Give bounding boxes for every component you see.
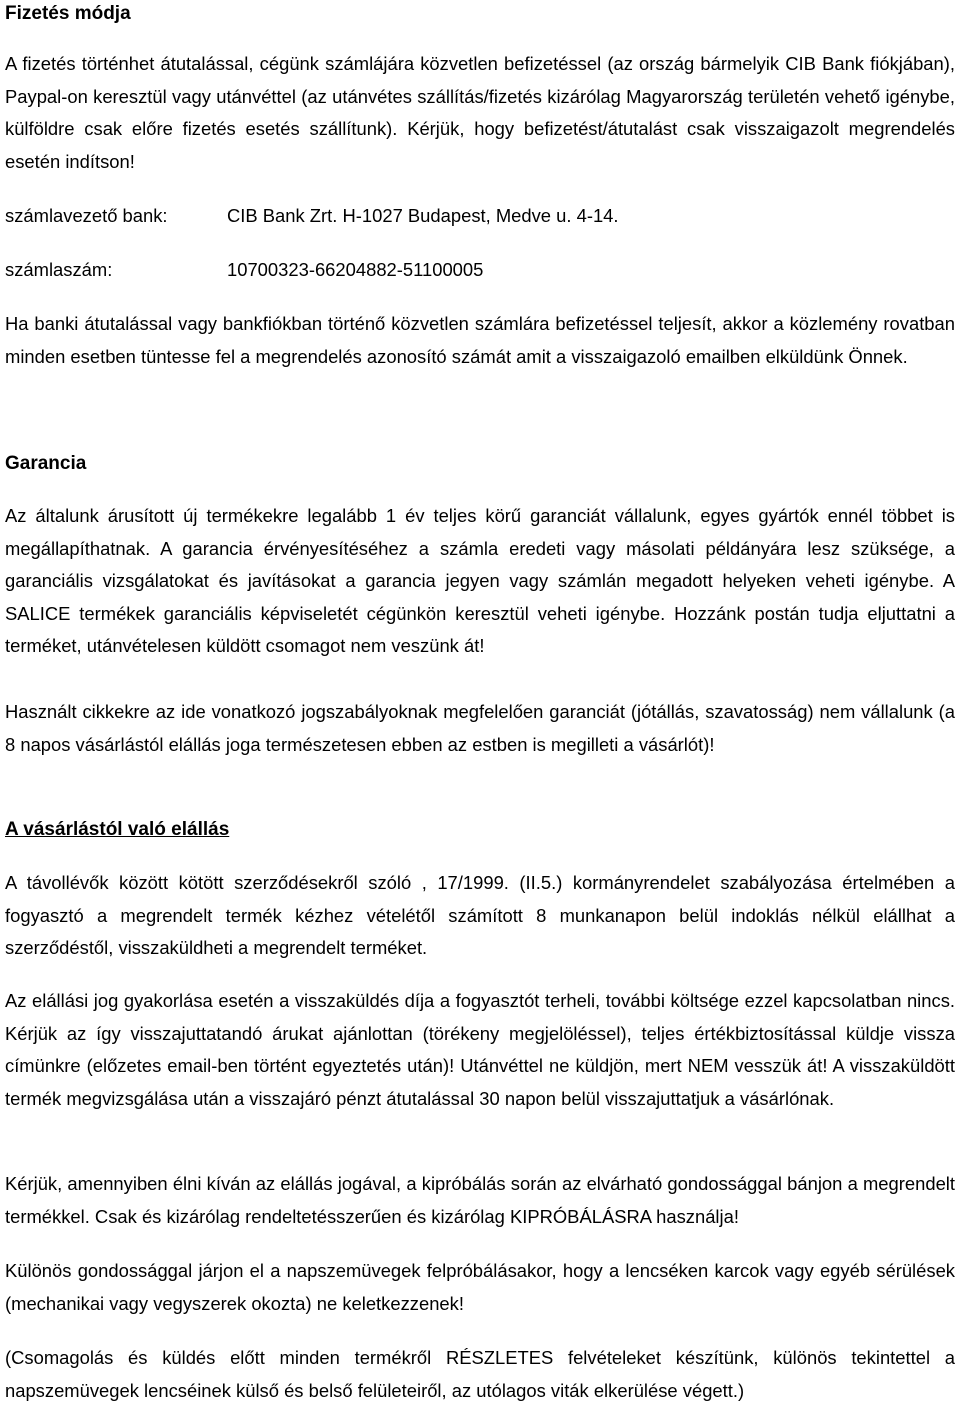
payment-heading: Fizetés módja bbox=[5, 3, 131, 24]
withdrawal-paragraph-2: Az elállási jog gyakorlása esetén a visszaküldés díja a fogyasztót terheli, további költsége ezzel kapcsolatban nincs. Kérjük az így visszajuttatandó árukat ajánlottan (törékeny megjelöléssel), teljes értékbiztosítással küldje vissza címünkre (előzetes email-ben történt egyeztetés után)! Utánvéttel ne küldjön, mert NEM vesszük át! A visszaküldött termék megvizsgálása után a visszajáró pénzt átutalással 30 napon belül visszajuttatjuk a vásárlónak. bbox=[5, 990, 955, 1109]
warranty-paragraph-2: Használt cikkekre az ide vonatkozó jogszabályoknak megfelelően garanciát (jótállás, szavatosság) nem vállalunk (a 8 napos vásárlástól elállás joga természetesen ebben az estben is megilleti a vásárlót)! bbox=[5, 701, 955, 755]
withdrawal-paragraph-4: Különös gondossággal járjon el a napszemüvegek felpróbálásakor, hogy a lencséken karcok vagy egyéb sérülések (mechanikai vagy vegyszerek okozta) ne keletkezzenek! bbox=[5, 1260, 955, 1314]
withdrawal-paragraph-5: (Csomagolás és küldés előtt minden termékről RÉSZLETES felvételeket készítünk, különös tekintettel a napszemüvegek lencséinek külső és belső felületeiről, az utólagos viták elkerülése végett.) bbox=[5, 1347, 955, 1401]
payment-intro-paragraph: A fizetés történhet átutalással, cégünk számlájára közvetlen befizetéssel (az ország bármelyik CIB Bank fiókjában), Paypal-on keresztül vagy utánvéttel (az utánvétes szállítás/fizetés kizárólag Magyarország területén vehető igénybe, külföldre csak előre fizetés esetés szállítunk). Kérjük, hogy befizetést/átutalást csak visszaigazolt megrendelés esetén indítson! bbox=[5, 53, 955, 172]
bank-value: CIB Bank Zrt. H-1027 Budapest, Medve u. 4-14. bbox=[227, 205, 619, 226]
account-row bbox=[5, 256, 955, 284]
withdrawal-heading: A vásárlástól való elállás bbox=[5, 819, 230, 840]
withdrawal-paragraph-1: A távollévők között kötött szerződésekről szóló , 17/1999. (II.5.) kormányrendelet szabályozása értelmében a fogyasztó a megrendelt termék kézhez vételétől számított 8 munkanapon belül indoklás nélkül elállhat a szerződéstől, visszaküldheti a megrendelt terméket. bbox=[5, 872, 955, 958]
warranty-paragraph-1: Az általunk árusított új termékekre legalább 1 év teljes körű garanciát vállalunk, egyes gyártók ennél többet is megállapíthatnak. A garancia érvényesítéséhez a számla eredeti vagy másolati példányára lesz szüksége, a garanciális vizsgálatokat és javításokat a garancia jegyen vagy számlán megadott helyeken veheti igénybe. A SALICE termékek garanciális képviseletét cégünkön keresztül veheti igénybe. Hozzánk postán tudja eljuttatni a terméket, utánvételesen küldött csomagot nem veszünk át! bbox=[5, 505, 955, 656]
bank-label: számlavezető bank: bbox=[5, 205, 168, 226]
bank-row bbox=[5, 202, 955, 230]
withdrawal-paragraph-3: Kérjük, amennyiben élni kíván az elállás jogával, a kipróbálás során az elvárható gondossággal bánjon a megrendelt termékkel. Csak és kizárólag rendeltetésszerűen és kizárólag KIPRÓBÁLÁSRA használja! bbox=[5, 1173, 955, 1227]
account-number: 10700323-66204882-51100005 bbox=[227, 259, 484, 280]
account-label: számlaszám: bbox=[5, 259, 113, 280]
payment-note-paragraph: Ha banki átutalással vagy bankfiókban történő közvetlen számlára befizetéssel teljesít, akkor a közlemény rovatban minden esetben tüntesse fel a megrendelés azonosító számát amit a visszaigazoló emailben elküldünk Önnek. bbox=[5, 313, 955, 367]
warranty-heading: Garancia bbox=[5, 453, 87, 474]
